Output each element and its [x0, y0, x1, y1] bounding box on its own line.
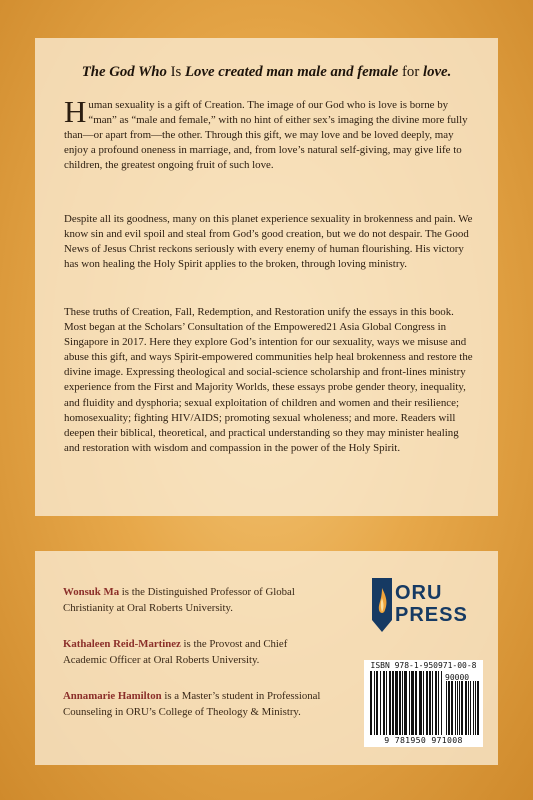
publisher-name-line1: ORU [395, 582, 443, 604]
barcode-bar [446, 681, 447, 735]
barcode-bar [374, 671, 375, 735]
barcode-bar [441, 671, 442, 735]
barcode-bar [461, 681, 463, 735]
barcode-bar [402, 671, 403, 735]
price-code: 90000 [445, 673, 470, 682]
barcode-bar [376, 671, 378, 735]
barcode-bar [383, 671, 385, 735]
barcode-bar [380, 671, 381, 735]
barcode-bar [395, 671, 398, 735]
barcode-bar [435, 671, 437, 735]
publisher-name-line2: PRESS [395, 604, 468, 626]
headline: The God Who Is Love created man male and female for love. [81, 64, 452, 80]
barcode-bar [429, 671, 431, 735]
barcode-bar [457, 681, 458, 735]
barcode-bar [409, 671, 410, 735]
barcode-bar [419, 671, 422, 735]
barcode-bar [448, 681, 450, 735]
drop-cap: H [64, 94, 87, 129]
isbn-label: ISBN 978-1-950971-00-8 [370, 661, 477, 670]
barcode-bar [468, 681, 469, 735]
barcode-bar [386, 671, 387, 735]
paragraph-essays-summary: These truths of Creation, Fall, Redemption, and Restoration unify the essays in this book. Most began at the Scholars’ Consultation of the Empowered21 Asia Global Congress in Singapore in 2017. Here they explore God’s intention for our sexuality, ways we misuse and abuse this gift, and ways Spirit-empowered communities help heal brokenness and restore the divine image. Expressing theological and social-science scholarship and front-lines ministry experience from the First and Majority Worlds, these essays probe gender theory, inequality, and fluidity and dysphoria; sexual exploitation of children and women and their resilience; homosexuality; fighting HIV/AIDS; promoting sexual wholeness; and more. Readers will deepen their biblical, theoretical, and practical understanding so they may minister healing and restoration with wisdom and compassion in the power of the Holy Spirit. [64, 306, 473, 454]
barcode-bar [477, 681, 479, 735]
barcode-bar [426, 671, 428, 735]
barcode-bar [432, 671, 433, 735]
paragraph-creation: Human sexuality is a gift of Creation. The image of our God who is love is borne by “man” as “male and female,” with no hint of either sex’s imaging the divine more fully than—or apart from—the other. Through this gift, we may love and be loved deeply, may enjoy a profound oneness in marriage, and, from love’s natural self-giving, may give life to children, the greatest ongoing fruit of such love. [64, 94, 468, 172]
barcode-bar [370, 671, 372, 735]
bio-annamarie-hamilton: Annamarie Hamilton is a Master’s student in Professional Counseling in ORU’s College of Theology & Ministry. [63, 690, 321, 718]
barcode-bar [455, 681, 456, 735]
barcode-bar [451, 681, 453, 735]
ean-digits: 9 781950 971008 [384, 735, 463, 745]
barcode-bar [473, 681, 474, 735]
barcode-bar [438, 671, 439, 735]
barcode-bar [399, 671, 401, 735]
barcode-bar [392, 671, 394, 735]
barcode-bar [475, 681, 476, 735]
barcode-bar [415, 671, 417, 735]
barcode-bar [404, 671, 407, 735]
barcode-bar [423, 671, 424, 735]
bio-kathaleen-reid-martinez: Kathaleen Reid-Martinez is the Provost and Chief Academic Officer at Oral Roberts University. [63, 638, 288, 666]
barcode-bar [411, 671, 414, 735]
bio-wonsuk-ma: Wonsuk Ma is the Distinguished Professor of Global Christianity at Oral Roberts University. [63, 586, 295, 614]
barcode-bar [389, 671, 391, 735]
barcode-bar [470, 681, 471, 735]
barcode-bar [465, 681, 467, 735]
barcode-bar [459, 681, 460, 735]
paragraph-brokenness: Despite all its goodness, many on this planet experience sexuality in brokenness and pain. We know sin and evil spoil and steal from God’s good creation, but we do not despair. The Good News of Jesus Christ reckons seriously with every enemy of human flourishing. His victory has won healing the Holy Spirit applies to the broken, through loving ministry. [64, 213, 473, 271]
